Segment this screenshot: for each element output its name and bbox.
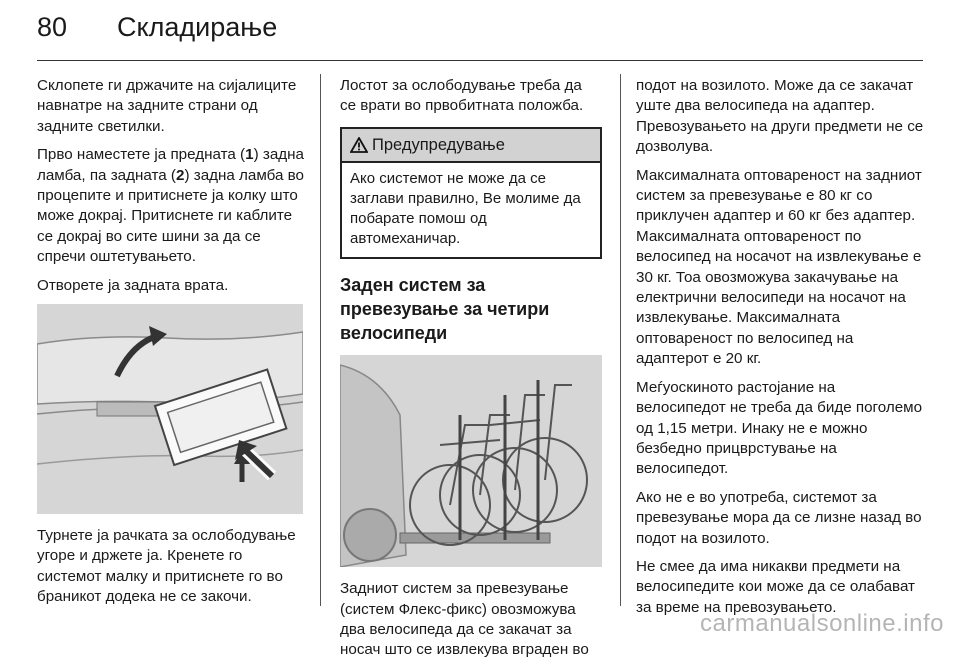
paragraph: Ако не е во употреба, системот за превезување мора да се лизне назад во подот на возилото. [636, 488, 922, 547]
callout-number: 1 [245, 146, 254, 164]
paragraph [37, 145, 305, 267]
paragraph: Склопете ги држачите на сијалиците навнатре на задните страни од задните светилки. [37, 77, 297, 135]
paragraph: Меѓуоскиното растојание на велосипедот не треба да биде поголемо од 1,15 метри. Инаку не е можно безбедно прицврстување на велосипедот. [636, 378, 923, 478]
paragraph: Не смее да има никакви предмети на велосипедите кои може да се олабават за време на превозувањето. [636, 557, 916, 616]
paragraph: подот на возилото. Може да се закачат уште два велосипеда на адаптер. Превозувањето на други предмети не се дозволува. [636, 77, 924, 156]
section-title: Складирање [117, 12, 278, 42]
column-3 [636, 76, 926, 626]
column-divider-2 [620, 74, 621, 606]
column-1 [37, 76, 305, 616]
figure-bumper-illustration [37, 304, 303, 514]
figure-bike-carrier-illustration [340, 355, 602, 567]
paragraph: Отворете ја задната врата. [37, 276, 229, 294]
page-header [37, 12, 277, 52]
text-run: ) задна ламба во процепите и притиснете ја колку што може докрај. Притиснете ги каблите се докрај во сите шини за да се спречи оштетувањето. [37, 166, 304, 266]
warning-triangle-icon [350, 137, 368, 153]
text-run: Прво наместете ја предната ( [37, 146, 246, 164]
page-number: 80 [37, 12, 68, 42]
column-2 [340, 76, 602, 669]
watermark: carmanualsonline.info [700, 610, 944, 637]
paragraph: Турнете ја рачката за ослободување угоре и држете ја. Кренете го системот малку и притиснете го во браникот додека не се закочи. [37, 527, 296, 606]
warning-body: Ако системот не може да се заглави правилно, Ве молиме да побарате помош од автомеханичар. [350, 170, 581, 248]
paragraph: Задниот систем за превезување (систем Флекс-фикс) овозможува два велосипеда да се закачат за носач што се извлекува вграден во [340, 580, 589, 659]
callout-number: 2 [176, 166, 185, 184]
warning-title: Предупредување [372, 135, 505, 154]
paragraph: Лостот за ослободување треба да се врати во првобитната положба. [340, 77, 584, 115]
section-heading: Заден систем за превезување за четири велосипеди [340, 275, 550, 344]
column-divider-1 [320, 74, 321, 606]
warning-header [342, 129, 600, 163]
warning-box [340, 127, 602, 259]
header-rule [37, 60, 923, 61]
paragraph: Максималната оптовареност на задниот систем за превезување е 80 кг со приклучен адаптер и 60 кг без адаптер. Максималната оптовареност по велосипед на носачот на извлекување е 30 кг. Тоа овозможува закачување на електрични велосипеди на носачот на извлекување. Максималната оптовареност по велосипед на адаптерот е 20 кг. [636, 166, 922, 368]
text-run: ) задна ламба, па задната ( [37, 146, 304, 184]
